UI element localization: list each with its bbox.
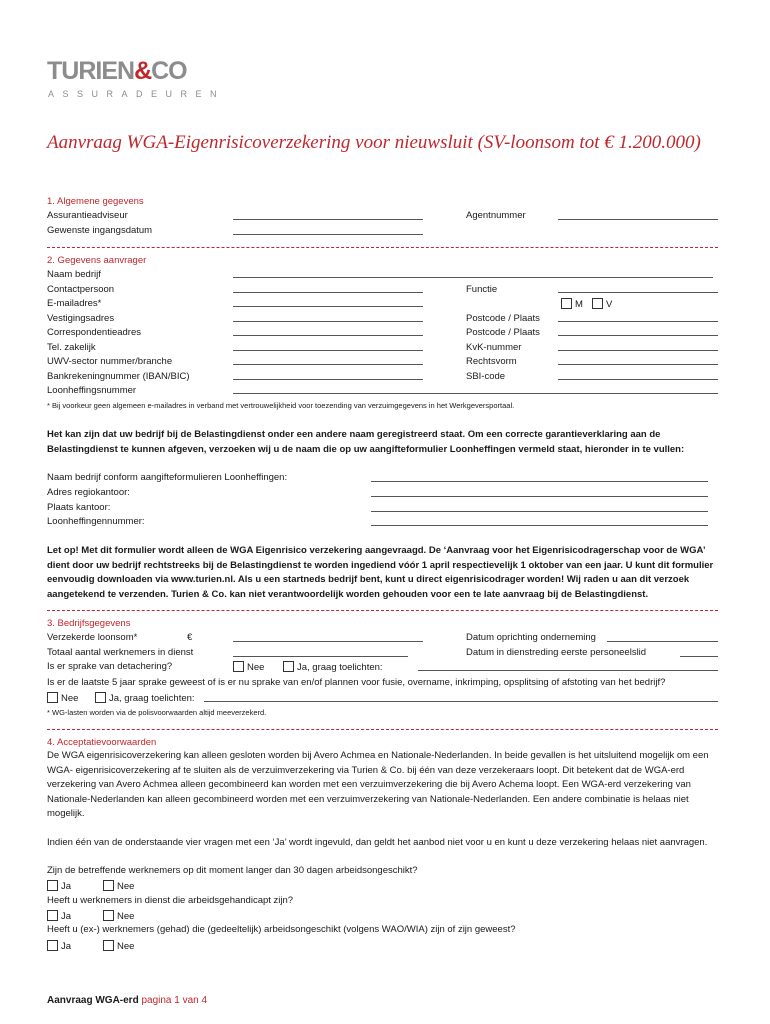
sbi-label: SBI-code (466, 371, 506, 382)
naming-notice: Het kan zijn dat uw bedrijf bij de Belastingdienst onder een andere naam geregistreerd staat. Om een correcte garantieverklaring aan de Belastingdienst te kunnen afgeven, verzoeken wij u de naam die op uw aangifteformulier Loonheffingen vermeld staat, hieronder in te vullen: (47, 429, 685, 455)
bank-label: Bankrekeningnummer (IBAN/BIC) (47, 371, 190, 382)
company-label: Naam bedrijf (47, 269, 101, 280)
bank-field[interactable] (233, 379, 423, 380)
checkbox-nee[interactable] (233, 661, 244, 672)
section-divider (47, 610, 718, 611)
warning-notice: Let op! Met dit formulier wordt alleen de WGA Eigenrisico verzekering aangevraagd. De ‘Aanvraag voor het Eigenrisicodragerschap voor de WGA’ dient door uw bedrijf rechtstreeks bij de Belastingdienst te worden ingediend vóór 1 april respectievelijk 1 oktober van een jaar. U kunt dit formulier eenvoudig downloaden via www.turien.nl. Als u een startneds bedrijf bent, kunt u direct eigenrisicodrager worden! Wij raden u aan dit verzoek aangetekend te verzenden. Turien & Co. kan niet verantwoordelijk worden gehouden voor een te late aanvraag bij de Belastingdienst. (47, 545, 714, 600)
acceptance-paragraph: De WGA eigenrisicoverzekering kan alleen gesloten worden bij Avero Achmea en Nationale-Nederlanden. In beide gevallen is het uitsluitend mogelijk om een WGA- eigenrisicoverzekering af te sluiten als de verzuimverzekering via Turien & Co. bij één van deze verzekeraars loopt. Dit betekent dat de WGA-erd verzekering van Avero Achmea alleen gecombineerd kan worden met een verzuimverzekering die bij Avero Achema loopt. Een WGA-erd verzekering van Nationale-Nederlanden kan alleen gecombineerd worden met een verzuimverzekering van Nationale-Nederlanden. Een andere combinatie is helaas niet mogelijk. (47, 750, 709, 819)
employees-field[interactable] (233, 656, 408, 657)
date-label: Gewenste ingangsdatum (47, 225, 153, 236)
legal-label: Rechtsvorm (466, 356, 517, 367)
founded-label: Datum oprichting onderneming (466, 632, 596, 643)
email-label: E-mailadres* (47, 298, 102, 309)
wage-footnote: * WG-lasten worden via de polisvoorwaarden altijd meeverzekerd. (47, 708, 267, 717)
postcode1-label: Postcode / Plaats (466, 313, 540, 324)
payroll-field[interactable] (233, 393, 718, 394)
merger-field[interactable] (204, 701, 718, 702)
company-logo: TURIEN&CO (47, 57, 187, 85)
postcode1-field[interactable] (558, 321, 718, 322)
postcode2-field[interactable] (558, 335, 718, 336)
tax-name-label: Naam bedrijf conform aangifteformulieren Loonheffingen: (47, 472, 288, 483)
checkbox-ja[interactable] (95, 692, 106, 703)
employees-label: Totaal aantal werknemers in dienst (47, 647, 194, 658)
first-emp-field[interactable] (680, 656, 718, 657)
q3-nee[interactable]: Nee (103, 940, 134, 952)
page-footer: Aanvraag WGA-erd pagina 1 van 4 (47, 995, 208, 1006)
address-field[interactable] (233, 321, 423, 322)
section-divider (47, 247, 718, 248)
checkbox-nee[interactable] (103, 940, 114, 951)
uwv-label: UWV-sector nummer/branche (47, 356, 173, 367)
first-emp-label: Datum in dienstreding eerste personeelslid (466, 647, 647, 658)
detach-ja[interactable]: Ja, graag toelichten: (283, 661, 383, 673)
q2-ja[interactable]: Ja (47, 910, 71, 922)
tax-addr-field[interactable] (371, 496, 708, 497)
section-2-heading: 2. Gegevens aanvrager (47, 255, 147, 266)
detach-label: Is er sprake van detachering? (47, 661, 173, 672)
company-field[interactable] (233, 277, 713, 278)
checkbox-ja[interactable] (47, 940, 58, 951)
q1-ja[interactable]: Ja (47, 880, 71, 892)
function-field[interactable] (558, 292, 718, 293)
tax-city-field[interactable] (371, 511, 708, 512)
sbi-field[interactable] (558, 379, 718, 380)
address-label: Vestigingsadres (47, 313, 115, 324)
merger-nee[interactable]: Nee (47, 692, 78, 704)
tax-num-label: Loonheffingennummer: (47, 516, 145, 527)
logo-subtitle: ASSURADEUREN (48, 89, 226, 99)
founded-field[interactable] (607, 641, 718, 642)
wage-label: Verzekerde loonsom* (47, 632, 138, 643)
checkbox-ja[interactable] (47, 910, 58, 921)
merger-question: Is er de laatste 5 jaar sprake geweest of is er nu sprake van en/of plannen voor fusie, overname, inkrimping, opsplitsing of afstoting van het bedrijf? (47, 677, 666, 688)
date-field[interactable] (233, 234, 423, 235)
payroll-label: Loonheffingsnummer (47, 385, 137, 396)
agent-label: Agentnummer (466, 210, 526, 221)
checkbox-m[interactable] (561, 298, 572, 309)
section-1-heading: 1. Algemene gegevens (47, 196, 144, 207)
contact-field[interactable] (233, 292, 423, 293)
acceptance-note: Indien één van de onderstaande vier vragen met een ‘Ja’ wordt ingevuld, dan geldt het aanbod niet voor u en kunt u deze verzekering helaas niet aanvragen. (47, 837, 708, 848)
contact-label: Contactpersoon (47, 284, 115, 295)
function-label: Functie (466, 284, 498, 295)
phone-field[interactable] (233, 350, 423, 351)
checkbox-v[interactable] (592, 298, 603, 309)
checkbox-nee[interactable] (103, 910, 114, 921)
uwv-field[interactable] (233, 364, 423, 365)
agent-field[interactable] (558, 219, 718, 220)
detach-field[interactable] (418, 670, 718, 671)
gender-m[interactable]: M (561, 298, 583, 310)
legal-field[interactable] (558, 364, 718, 365)
tax-name-field[interactable] (371, 481, 708, 482)
corr-label: Correspondentieadres (47, 327, 142, 338)
section-divider (47, 729, 718, 730)
postcode2-label: Postcode / Plaats (466, 327, 540, 338)
tax-city-label: Plaats kantoor: (47, 502, 111, 513)
email-footnote: * Bij voorkeur geen algemeen e-mailadres in verband met vertrouwelijkheid voor toezending van verzuimgegevens in het Werkgeversportaal. (47, 401, 515, 410)
checkbox-ja[interactable] (283, 661, 294, 672)
advisor-field[interactable] (233, 219, 423, 220)
question-3: Heeft u (ex-) werknemers (gehad) die (gedeeltelijk) arbeidsongeschikt (volgens WAO/WIA) zijn of zijn geweest? (47, 924, 516, 935)
kvk-label: KvK-nummer (466, 342, 522, 353)
advisor-label: Assurantieadviseur (47, 210, 128, 221)
section-4-heading: 4. Acceptatievoorwaarden (47, 737, 157, 748)
section-3-heading: 3. Bedrijfsgegevens (47, 618, 131, 629)
gender-v[interactable]: V (592, 298, 612, 310)
q2-nee[interactable]: Nee (103, 910, 134, 922)
checkbox-nee[interactable] (103, 880, 114, 891)
page-title: Aanvraag WGA-Eigenrisicoverzekering voor nieuwsluit (SV-loonsom tot € 1.200.000) (47, 132, 701, 153)
wage-field[interactable] (233, 641, 423, 642)
kvk-field[interactable] (558, 350, 718, 351)
tax-addr-label: Adres regiokantoor: (47, 487, 130, 498)
detach-nee[interactable]: Nee (233, 661, 264, 673)
merger-ja[interactable]: Ja, graag toelichten: (95, 692, 195, 704)
checkbox-ja[interactable] (47, 880, 58, 891)
phone-label: Tel. zakelijk (47, 342, 96, 353)
question-1: Zijn de betreffende werknemers op dit moment langer dan 30 dagen arbeidsongeschikt? (47, 865, 418, 876)
corr-field[interactable] (233, 335, 423, 336)
q3-ja[interactable]: Ja (47, 940, 71, 952)
email-field[interactable] (233, 306, 423, 307)
checkbox-nee[interactable] (47, 692, 58, 703)
q1-nee[interactable]: Nee (103, 880, 134, 892)
question-2: Heeft u werknemers in dienst die arbeidsgehandicapt zijn? (47, 895, 294, 906)
tax-num-field[interactable] (371, 525, 708, 526)
euro-sign: € (187, 632, 193, 643)
